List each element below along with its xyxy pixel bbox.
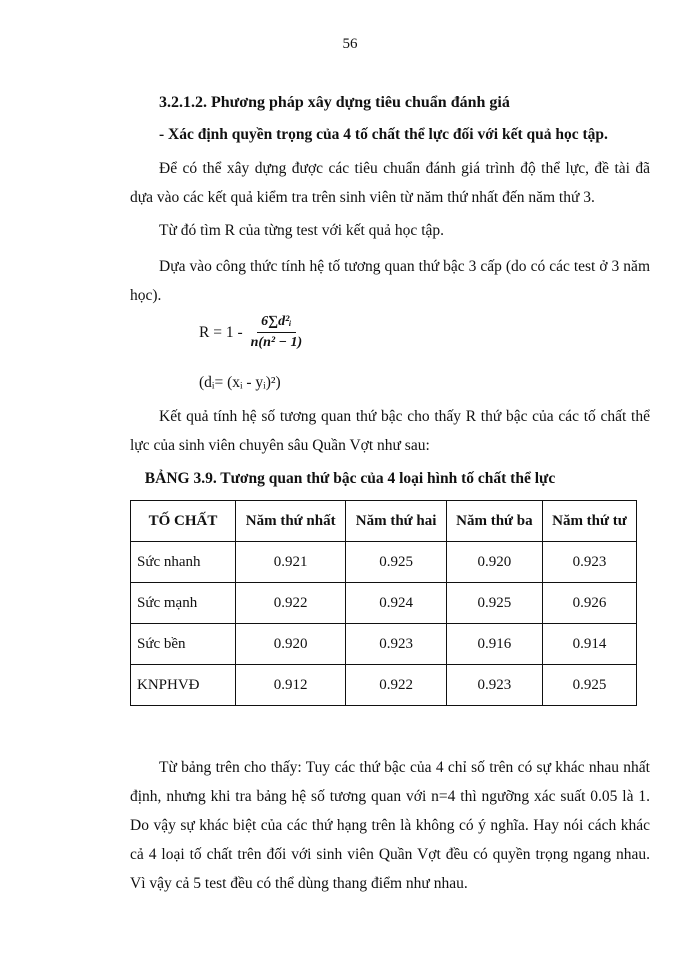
table-cell: 0.920 bbox=[446, 542, 542, 583]
paragraph-result bbox=[130, 402, 650, 460]
table-cell: 0.920 bbox=[236, 624, 346, 665]
table-cell: 0.926 bbox=[542, 583, 636, 624]
table-cell: 0.923 bbox=[346, 624, 447, 665]
paragraph-conclusion-text: Từ bảng trên cho thấy: Tuy các thứ bậc của 4 chỉ số trên có sự khác nhau nhất định, nhưng khi tra bảng hệ số tương quan với n=4 thì ngưỡng xác suất 0.05 là 1. Do vậy sự khác biệt của các thứ hạng trên là không có ý nghĩa. Hay nói cách khác cả 4 loại tố chất trên đối với sinh viên Quần Vợt đều có quyền trọng ngang nhau. Vì vậy cả 5 test đều có thể dùng thang điểm như nhau. bbox=[130, 759, 650, 892]
table-row bbox=[131, 542, 637, 583]
table-cell: 0.923 bbox=[446, 665, 542, 706]
column-header: Năm thứ tư bbox=[542, 501, 636, 542]
table-caption: BẢNG 3.9. Tương quan thứ bậc của 4 loại hình tố chất thể lực bbox=[144, 470, 556, 487]
column-header: Năm thứ nhất bbox=[236, 501, 346, 542]
column-header: TỐ CHẤT bbox=[131, 501, 236, 542]
formula-numerator: 6∑d²ᵢ bbox=[257, 314, 296, 333]
paragraph-formula-intro bbox=[130, 252, 650, 310]
table-cell: 0.923 bbox=[542, 542, 636, 583]
table-row bbox=[131, 624, 637, 665]
paragraph-result-text: Kết quả tính hệ số tương quan thứ bậc cho thấy R thứ bậc của các tố chất thể lực của sinh viên chuyên sâu Quần Vợt như sau: bbox=[130, 408, 650, 454]
table-row bbox=[131, 583, 637, 624]
section-subheading: - Xác định quyền trọng của 4 tố chất thể lực đối với kết quả học tập. bbox=[159, 126, 608, 143]
rank-correlation-formula bbox=[199, 314, 302, 351]
table-cell: Sức mạnh bbox=[131, 583, 236, 624]
section-heading: 3.2.1.2. Phương pháp xây dựng tiêu chuẩn đánh giá bbox=[159, 94, 510, 111]
table-cell: 0.914 bbox=[542, 624, 636, 665]
rank-correlation-table bbox=[130, 500, 637, 706]
paragraph-find-r-text: Từ đó tìm R của từng test với kết quả học tập. bbox=[159, 222, 445, 239]
formula-lhs: R = 1 - bbox=[199, 323, 243, 341]
table-header-row bbox=[131, 501, 637, 542]
table-cell: 0.916 bbox=[446, 624, 542, 665]
paragraph-intro-text: Để có thể xây dựng được các tiêu chuẩn đánh giá trình độ thể lực, đề tài đã dựa vào các kết quả kiểm tra trên sinh viên từ năm thứ nhất đến năm thứ 3. bbox=[130, 160, 650, 206]
table-cell: 0.921 bbox=[236, 542, 346, 583]
table-row bbox=[131, 665, 637, 706]
table-cell: 0.925 bbox=[346, 542, 447, 583]
table-cell: KNPHVĐ bbox=[131, 665, 236, 706]
table-cell: 0.912 bbox=[236, 665, 346, 706]
formula-fraction bbox=[251, 314, 303, 351]
column-header: Năm thứ hai bbox=[346, 501, 447, 542]
formula-denominator: n(n² − 1) bbox=[250, 335, 303, 350]
paragraph-intro bbox=[130, 154, 650, 212]
table-cell: 0.924 bbox=[346, 583, 447, 624]
table-cell: Sức bền bbox=[131, 624, 236, 665]
paragraph-conclusion bbox=[130, 753, 650, 898]
table-cell: 0.922 bbox=[236, 583, 346, 624]
paragraph-formula-intro-text: Dựa vào công thức tính hệ tố tương quan thứ bậc 3 cấp (do có các test ở 3 năm học). bbox=[130, 258, 650, 304]
page-number: 56 bbox=[342, 36, 358, 52]
paragraph-find-r bbox=[159, 216, 444, 245]
column-header: Năm thứ ba bbox=[446, 501, 542, 542]
table-cell: 0.922 bbox=[346, 665, 447, 706]
table-cell: 0.925 bbox=[446, 583, 542, 624]
formula-note: (dᵢ= (xᵢ - yᵢ)²) bbox=[199, 374, 281, 391]
table-cell: 0.925 bbox=[542, 665, 636, 706]
table-cell: Sức nhanh bbox=[131, 542, 236, 583]
